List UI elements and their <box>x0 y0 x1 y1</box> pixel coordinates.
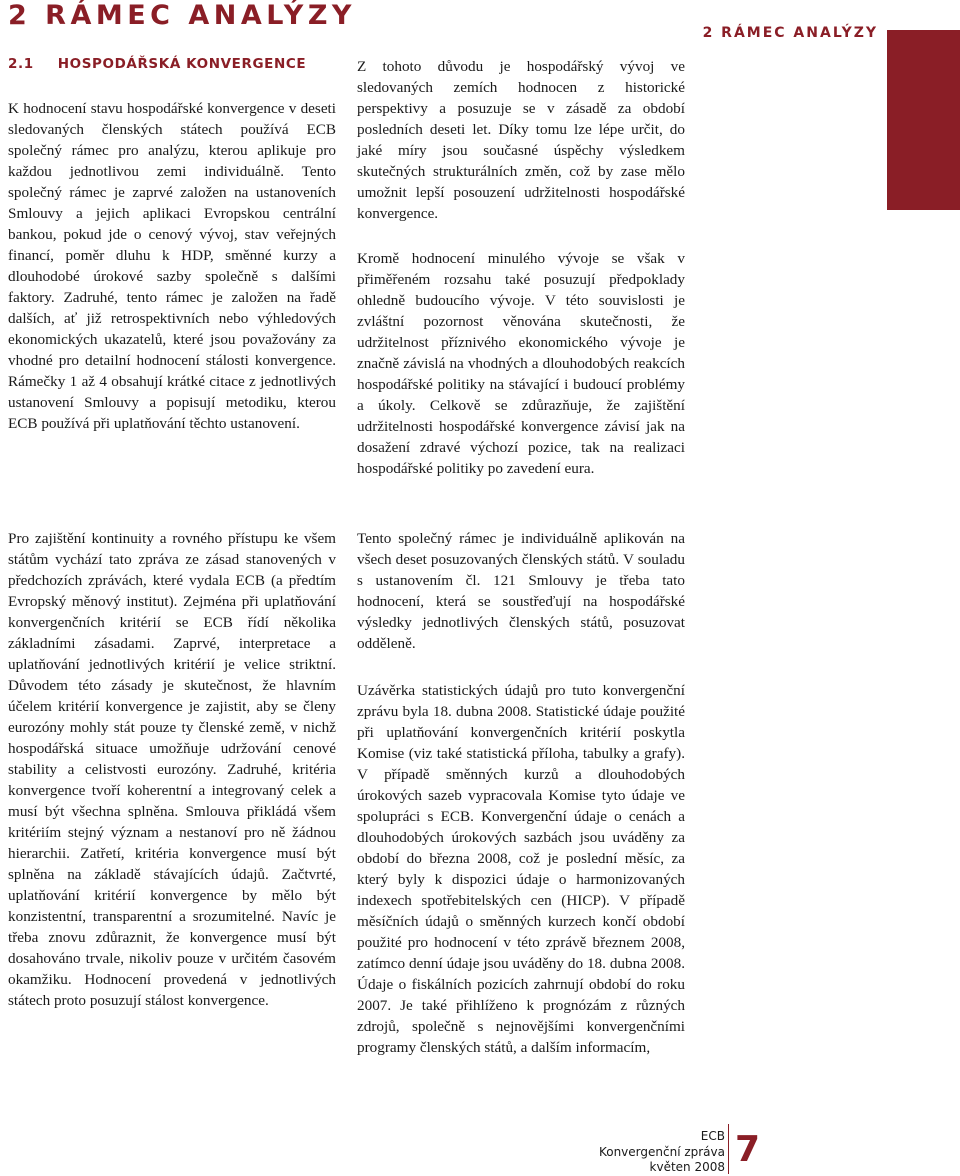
running-head: 2 RÁMEC ANALÝZY <box>702 25 878 41</box>
footer-date: květen 2008 <box>649 1160 725 1174</box>
paragraph: Tento společný rámec je individuálně aplikován na všech deset posuzovaných členských států. V souladu s ustanovením čl. 121 Smlouvy je třeba tato hodnocení, která se soustřeďují na hospodářské výsledky jednotlivých členských států, posuzovat odděleně. <box>357 530 685 652</box>
section-number: 2.1 <box>8 56 34 72</box>
paragraph: Kromě hodnocení minulého vývoje se však v přiměřeném rozsahu také posuzují předpoklady ohledně budoucího vývoje. V této souvislosti je zvláštní pozornost věnována skutečnosti, že udržitelnost příznivého ekonomického vývoje je značně závislá na vhodných a dlouhodobých reakcích hospodářské politiky na stávající i budoucí problémy a úkoly. Celkově se zdůrazňuje, že zajištění udržitelnosti hospodářské konvergence závisí jak na dosažení zdravé výchozí pozice, tak na realizaci hospodářské politiky po zavedení eura. <box>357 250 685 477</box>
footer-publication: Konvergenční zpráva <box>598 1144 725 1159</box>
paragraph: Pro zajištění kontinuity a rovného přístupu ke všem státům vychází tato zpráva ze zásad stanovených v předchozích zprávách, které vydala ECB (a předtím Evropský měnový institut). Zejména při uplatňování konvergenčních kritérií se ECB řídí několika základními zásadami. Zaprvé, interpretace a uplatňování jednotlivých kritérií je velice striktní. Důvodem této zásady je skutečnost, že hlavním účelem kritérií konvergence je zajistit, aby se členy eurozóny mohly stát pouze ty členské země, v nichž hospodářská situace umožňuje udržování cenové stability a celistvosti eurozóny. Zadruhé, kritéria konvergence tvoří koherentní a integrovaný celek a musí být všechna splněna. Smlouva přikládá všem kritériím stejný význam a nestanoví pro ně žádnou hierarchii. Zatřetí, kritéria konvergence musí být splněna na základě stávajících údajů. Začtvrté, uplatňování kritérií konvergence by mělo být konzistentní, transparentní a srozumitelné. Navíc je třeba znovu zdůraznit, že konvergence musí být dosahováno trvale, nikoliv pouze v určitém časovém okamžiku. Hodnocení provedená v jednotlivých státech proto posuzují stálost konvergence. <box>8 530 336 1009</box>
paragraph: Z tohoto důvodu je hospodářský vývoj ve sledovaných zemích hodnocen z historické perspektivy a posuzuje se v zásadě za období posledních deseti let. Díky tomu lze lépe určit, do jaké míry jsou současné úspěchy výsledkem skutečných strukturálních změn, což by zase mělo umožnit lepší posouzení udržitelnosti hospodářské konvergence. <box>357 58 685 222</box>
footer-publisher: ECB <box>700 1129 725 1143</box>
paragraph: Uzávěrka statistických údajů pro tuto konvergenční zprávu byla 18. dubna 2008. Statistické údaje použité při uplatňování konvergenčních kritérií poskytla Komise (viz také statistická příloha, tabulky a grafy). V případě směnných kurzů a dlouhodobých úrokových sazeb vypracovala Komise tyto údaje ve spolupráci s ECB. Konvergenční údaje o cenách a dlouhodobých úrokových sazbách jsou uváděny za období do března 2008, což je poslední měsíc, za který byly k dispozici údaje o harmonizovaných indexech spotřebitelských cen (HICP). V případě měsíčních údajů o směnných kurzech končí období použité pro hodnocení v této zprávě březnem 2008, zatímco denní údaje jsou uváděny do 18. dubna 2008. Údaje o fiskálních pozicích zahrnují období do roku 2007. Je také přihlíženo k prognózám z různých zdrojů, společně s nejnovějšími konvergenčními programy členských států, a dalším informacím, <box>357 682 685 1056</box>
chapter-title: 2 RÁMEC ANALÝZY <box>8 0 356 31</box>
footer <box>599 1129 725 1176</box>
section-title: HOSPODÁŘSKÁ KONVERGENCE <box>57 56 307 72</box>
page-number: 7 <box>735 1129 761 1170</box>
section-heading <box>8 56 306 72</box>
paragraph: K hodnocení stavu hospodářské konvergence v deseti sledovaných členských státech používá ECB společný rámec pro analýzu, kterou aplikuje pro každou jednotlivou zemi individuálně. Tento společný rámec je zaprvé založen na ustanoveních Smlouvy a jejich aplikaci Evropskou centrální bankou, pokud jde o cenový vývoj, stav veřejných financí, poměr dluhu k HDP, směnné kurzy a dlouhodobé úrokové sazby společně s dalšími faktory. Zadruhé, tento rámec je založen na řadě dalších, ať již retrospektivních nebo výhledových ekonomických ukazatelů, které jsou považovány za vhodné pro detailní hodnocení stálosti konvergence. Rámečky 1 až 4 obsahují krátké citace z jednotlivých ustanovení Smlouvy a popisují metodiku, kterou ECB používá při uplatňování těchto ustanovení. <box>8 100 336 432</box>
page-number-divider <box>728 1124 729 1174</box>
corner-color-block <box>887 30 960 210</box>
